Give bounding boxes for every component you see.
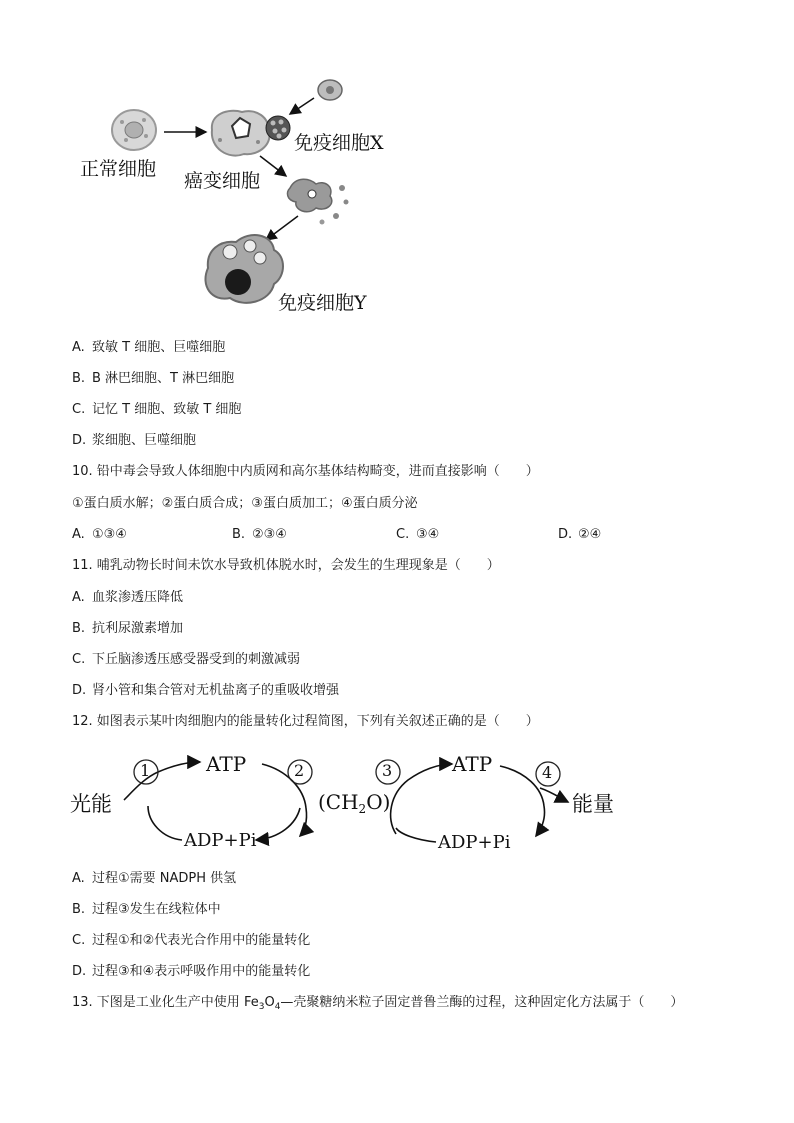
option-letter: D. bbox=[72, 683, 87, 698]
label-immune-y: 免疫细胞Y bbox=[278, 292, 367, 314]
immune-diagram-svg bbox=[60, 70, 420, 320]
option-text: 过程①和②代表光合作用中的能量转化 bbox=[92, 933, 311, 948]
q9-option-d bbox=[72, 433, 196, 449]
option-text: 记忆 T 细胞、致敏 T 细胞 bbox=[92, 402, 242, 417]
q13-stem-pre: 13. 下图是工业化生产中使用 Fe bbox=[72, 995, 259, 1010]
option-letter: D. bbox=[72, 964, 87, 979]
circle-num-2: 2 bbox=[294, 761, 305, 780]
immune-cell-y-graphic bbox=[205, 235, 283, 303]
label-light-energy: 光能 bbox=[70, 792, 112, 816]
figure-immune-cells bbox=[60, 70, 420, 320]
q9-option-c bbox=[72, 402, 241, 418]
option-letter: B. bbox=[72, 621, 86, 636]
option-text: B 淋巴细胞、T 淋巴细胞 bbox=[92, 371, 235, 386]
option-text: ①③④ bbox=[92, 527, 127, 542]
q12-option-a bbox=[72, 871, 236, 887]
q11-option-b bbox=[72, 621, 183, 637]
label-immune-x: 免疫细胞X bbox=[294, 132, 384, 154]
q10-items: ①蛋白质水解；②蛋白质合成；③蛋白质加工；④蛋白质分泌 bbox=[72, 496, 418, 511]
arc-adp-right bbox=[396, 828, 436, 842]
option-text: 致敏 T 细胞、巨噬细胞 bbox=[92, 340, 226, 355]
option-text: ③④ bbox=[416, 527, 440, 542]
cancer-cell-graphic bbox=[212, 111, 270, 156]
immune-cell-x-graphic bbox=[266, 116, 290, 140]
option-letter: C. bbox=[72, 652, 86, 667]
label-atp-right: ATP bbox=[452, 752, 493, 776]
ch2o-pre: (CH bbox=[318, 790, 359, 814]
label-atp-left: ATP bbox=[206, 752, 247, 776]
arrow-to-energy bbox=[540, 788, 568, 802]
option-text: 过程③发生在线粒体中 bbox=[92, 902, 221, 917]
q13-sub2: 4 bbox=[274, 1002, 281, 1012]
option-text: 肾小管和集合管对无机盐离子的重吸收增强 bbox=[92, 683, 340, 698]
option-letter: C. bbox=[72, 933, 86, 948]
option-letter: B. bbox=[72, 371, 86, 386]
q9-option-a bbox=[72, 340, 225, 356]
ch2o-sub: 2 bbox=[358, 802, 367, 816]
q13-stem-post: —壳聚糖纳米粒子固定普鲁兰酶的过程，这种固定化方法属于（ ） bbox=[280, 995, 684, 1010]
figure-energy-conversion bbox=[60, 748, 640, 860]
arrow-cancer-to-fragment bbox=[260, 156, 286, 176]
label-energy: 能量 bbox=[572, 792, 614, 816]
option-letter: C. bbox=[396, 527, 410, 542]
q13-mid: O bbox=[264, 995, 275, 1010]
q12-stem: 12. 如图表示某叶肉细胞内的能量转化过程简图，下列有关叙述正确的是（ ） bbox=[72, 714, 539, 729]
option-text: 过程①需要 NADPH 供氢 bbox=[92, 871, 237, 886]
label-adp-left: ADP+Pi bbox=[184, 830, 257, 851]
small-cell-graphic bbox=[318, 80, 342, 100]
arc-adp-left bbox=[148, 806, 182, 840]
option-text: 浆细胞、巨噬细胞 bbox=[92, 433, 197, 448]
arrow-ch2o-to-adp bbox=[256, 808, 300, 840]
q10-option-c bbox=[396, 527, 439, 543]
q12-option-b bbox=[72, 902, 221, 918]
q11-option-c bbox=[72, 652, 300, 668]
option-text: 血浆渗透压降低 bbox=[92, 590, 184, 605]
ch2o-post: O) bbox=[366, 790, 391, 814]
label-normal-cell: 正常细胞 bbox=[80, 158, 157, 180]
option-letter: B. bbox=[72, 902, 86, 917]
label-adp-right: ADP+Pi bbox=[438, 832, 511, 853]
option-text: ②③④ bbox=[252, 527, 287, 542]
option-text: ②④ bbox=[578, 527, 602, 542]
q12-option-d bbox=[72, 964, 310, 980]
option-letter: D. bbox=[558, 527, 573, 542]
q12-option-c bbox=[72, 933, 310, 949]
q10-option-b bbox=[232, 527, 287, 543]
label-ch2o bbox=[318, 790, 390, 816]
option-letter: A. bbox=[72, 590, 85, 605]
option-letter: B. bbox=[232, 527, 246, 542]
q10-option-a bbox=[72, 527, 127, 543]
option-letter: A. bbox=[72, 527, 85, 542]
q9-option-b bbox=[72, 371, 234, 387]
q11-option-d bbox=[72, 683, 339, 699]
option-text: 下丘脑渗透压感受器受到的刺激减弱 bbox=[92, 652, 301, 667]
q13-sub1: 3 bbox=[258, 1002, 265, 1012]
arrow-fragment-to-y bbox=[266, 216, 298, 240]
option-letter: C. bbox=[72, 402, 86, 417]
option-letter: A. bbox=[72, 871, 85, 886]
option-text: 抗利尿激素增加 bbox=[92, 621, 184, 636]
label-cancer-cell: 癌变细胞 bbox=[184, 170, 261, 192]
q13-stem bbox=[72, 995, 683, 1015]
circle-num-1: 1 bbox=[140, 761, 151, 780]
q11-option-a bbox=[72, 590, 183, 606]
arrow-small-to-x bbox=[290, 98, 314, 114]
q11-stem: 11. 哺乳动物长时间未饮水导致机体脱水时，会发生的生理现象是（ ） bbox=[72, 558, 500, 573]
q10-stem: 10. 铅中毒会导致人体细胞中内质网和高尔基体结构畸变，进而直接影响（ ） bbox=[72, 464, 539, 479]
option-letter: A. bbox=[72, 340, 85, 355]
q10-option-d bbox=[558, 527, 601, 543]
circle-num-3: 3 bbox=[382, 761, 393, 780]
normal-cell-graphic bbox=[112, 110, 156, 150]
option-text: 过程③和④表示呼吸作用中的能量转化 bbox=[92, 964, 311, 979]
option-letter: D. bbox=[72, 433, 87, 448]
arrow-atp-to-adp-right bbox=[500, 766, 545, 836]
circle-num-4: 4 bbox=[542, 763, 553, 782]
